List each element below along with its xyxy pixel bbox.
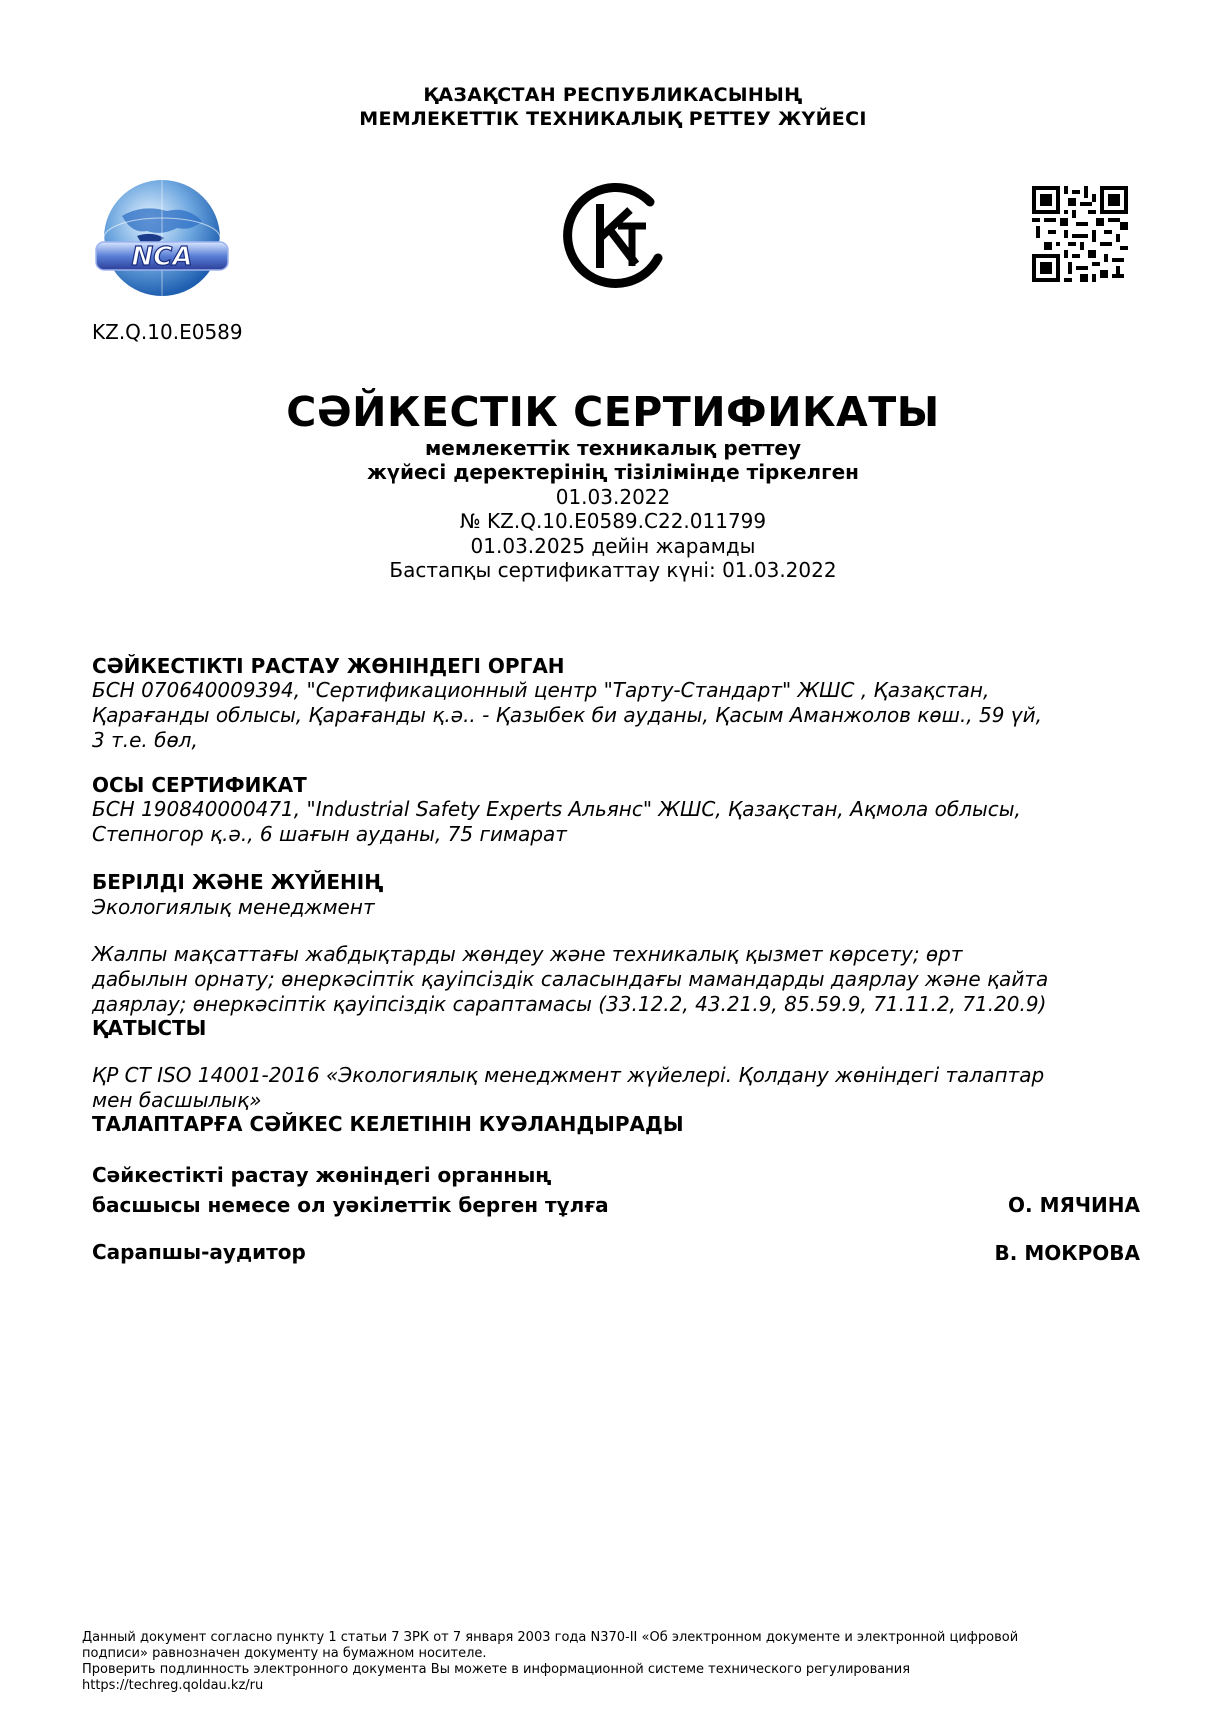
organ-heading: СӘЙКЕСТІКТІ РАСТАУ ЖӨНІНДЕГІ ОРГАН (92, 654, 565, 678)
organ-line-1: БСН 070640009394, "Сертификационный центр "Тарту-Стандарт" ЖШС , Қазақстан, (92, 678, 990, 702)
organ-details (92, 678, 1152, 753)
kst-mark-icon (560, 180, 670, 292)
subtitle-line-1: мемлекеттік техникалық реттеу (424, 436, 802, 460)
nca-logo-text: NCA (131, 242, 193, 272)
auditor-label: Сарапшы-аудитор (92, 1240, 306, 1264)
organ-line-3: 3 т.е. бөл, (92, 728, 198, 752)
scope-line-2: дабылын орнату; өнеркәсіптік қауіпсіздік саласындағы мамандарды даярлау және қайта (92, 967, 1049, 991)
system-name: Экологиялық менеджмент (92, 895, 375, 919)
holder-details (92, 797, 1152, 847)
certificate-number: № KZ.Q.10.E0589.C22.011799 (459, 509, 767, 533)
initial-certification-date: Бастапқы сертификаттау күні: 01.03.2022 (389, 558, 837, 582)
registration-date: 01.03.2022 (555, 485, 671, 509)
footer-line-2: подписи» равнозначен документу на бумажном носителе. (82, 1646, 487, 1661)
head-signature-label (92, 1160, 609, 1220)
scope-line-1: Жалпы мақсаттағы жабдықтарды жөндеу және техникалық қызмет көрсету; өрт (92, 942, 963, 966)
head-label-line-1: Сәйкестікті растау жөніндегі органның (92, 1163, 552, 1187)
holder-heading: ОСЫ СЕРТИФИКАТ (92, 773, 307, 797)
registration-code: KZ.Q.10.E0589 (92, 320, 243, 344)
head-label-line-2: басшысы немесе ол уәкілеттік берген тұлға (92, 1193, 609, 1217)
footer-note (82, 1630, 1162, 1694)
footer-verification-link[interactable]: https://techreg.qoldau.kz/ru (82, 1678, 264, 1693)
qr-code-icon (1032, 186, 1128, 282)
system-heading: БЕРІЛДІ ЖӘНЕ ЖҮЙЕНІҢ (92, 870, 384, 894)
subtitle-line-2: жүйесі деректерінің тізілімінде тіркелген (367, 460, 859, 484)
scope-details (92, 942, 1152, 1017)
standard-line-1: ҚР СТ ISO 14001-2016 «Экологиялық менеджмент жүйелері. Қолдану жөніндегі талаптар (92, 1063, 1045, 1087)
holder-line-1: БСН 190840000471, "Industrial Safety Experts Альянс" ЖШС, Қазақстан, Ақмола облысы, (92, 797, 1021, 821)
holder-line-2: Степногор қ.ә., 6 шағын ауданы, 75 гимарат (92, 822, 567, 846)
valid-until: 01.03.2025 дейін жарамды (470, 534, 756, 558)
organ-line-2: Қарағанды облысы, Қарағанды қ.ә.. - Қазыбек би ауданы, Қасым Аманжолов көш., 59 үй, (92, 703, 1043, 727)
standard-heading: ТАЛАПТАРҒА СӘЙКЕС КЕЛЕТІНІН КУӘЛАНДЫРАДЫ (92, 1112, 684, 1136)
scope-line-3: даярлау; өнеркәсіптік қауіпсіздік сараптамасы (33.12.2, 43.21.9, 85.59.9, 71.11.2, 71.20.9) (92, 992, 1047, 1016)
footer-line-1: Данный документ согласно пункту 1 статьи 7 ЗРК от 7 января 2003 года N370-II «Об электронном документе и электронной цифровой (82, 1630, 1019, 1645)
head-signature-name: О. МЯЧИНА (1008, 1193, 1140, 1217)
header-line-1: ҚАЗАҚСТАН РЕСПУБЛИКАСЫНЫҢ (423, 84, 803, 106)
globe-logo-icon (92, 176, 232, 300)
standard-details (92, 1063, 1152, 1113)
standard-line-2: мен басшылық» (92, 1088, 262, 1112)
scope-heading: ҚАТЫСТЫ (92, 1016, 207, 1040)
footer-line-3: Проверить подлинность электронного документа Вы можете в информационной системе технического регулирования (82, 1662, 911, 1677)
page-title: СӘЙКЕСТІК СЕРТИФИКАТЫ (286, 388, 940, 436)
header-line-2: МЕМЛЕКЕТТІК ТЕХНИКАЛЫҚ РЕТТЕУ ЖҮЙЕСІ (359, 108, 867, 130)
auditor-name: В. МОКРОВА (994, 1241, 1140, 1265)
